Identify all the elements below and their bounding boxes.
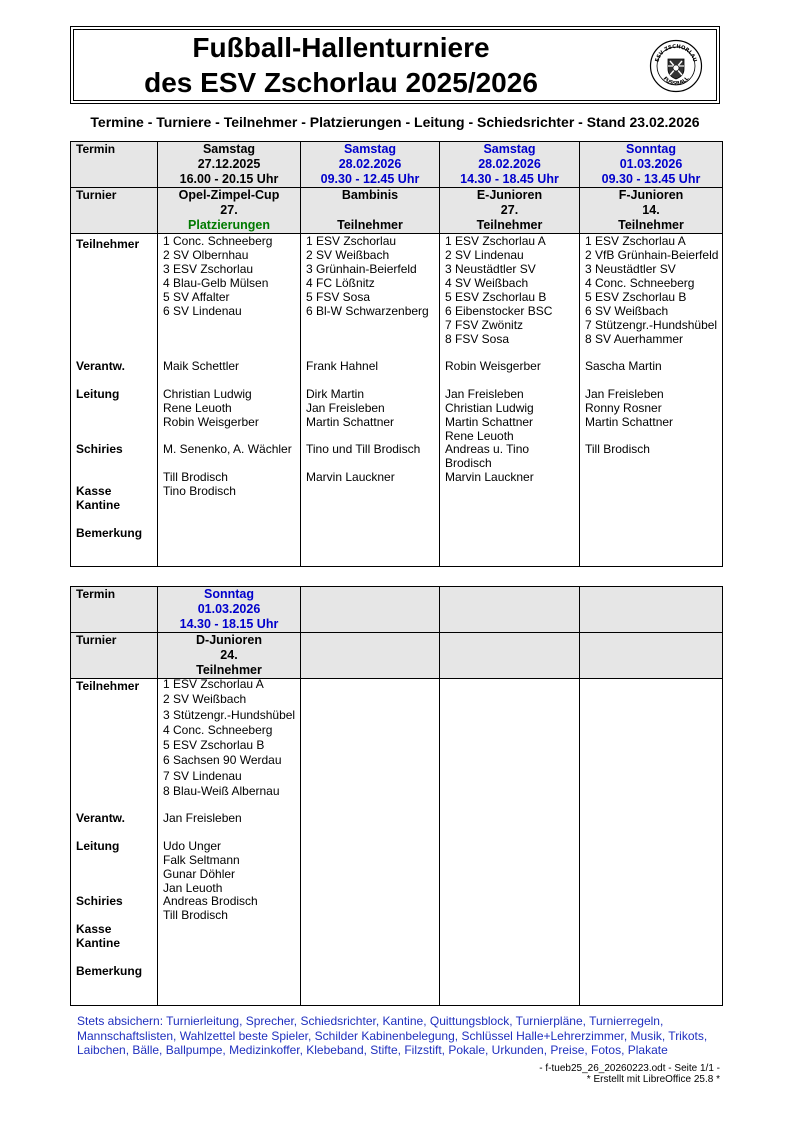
schedule-table-2 xyxy=(70,586,723,1006)
file-info: - f-tueb25_26_20260223.odt - Seite 1/1 - xyxy=(539,1063,720,1074)
details-col-4: 1 ESV Zschorlau A 2 VfB Grünhain-Beierfeld 3 Neustädtler SV 4 Conc. Schneeberg 5 ESV Zschorlau B 6 SV Weißbach 7 Stützengr.-Hundshübel 8 SV Auerhammer Sascha Martin Jan Freisleben Ronny Rosner Martin Schattner Till Brodisch xyxy=(580,234,723,567)
schedule-table-1 xyxy=(70,141,723,567)
termin-cell-empty xyxy=(580,587,723,633)
termin-row xyxy=(71,587,723,633)
turnier-row xyxy=(71,633,723,679)
termin-cell-empty xyxy=(440,587,580,633)
title-line-1: Fußball-Hallenturniere xyxy=(192,32,490,63)
turnier-cell-empty xyxy=(580,633,723,679)
turnier-cell: Bambinis Teilnehmer xyxy=(301,188,440,234)
termin-cell: Sonntag 01.03.2026 14.30 - 18.15 Uhr xyxy=(158,587,301,633)
termin-cell-empty xyxy=(301,587,440,633)
termin-label: Termin xyxy=(71,142,158,188)
title-line-2: des ESV Zschorlau 2025/2026 xyxy=(144,67,538,98)
termin-cell: Samstag 28.02.2026 09.30 - 12.45 Uhr xyxy=(301,142,440,188)
turnier-label: Turnier xyxy=(71,188,158,234)
turnier-cell: Opel-Zimpel-Cup 27. Platzierungen xyxy=(158,188,301,234)
details-row xyxy=(71,679,723,1006)
details-col-empty xyxy=(301,679,440,1006)
details-col-1: 1 ESV Zschorlau A 2 SV Weißbach 3 Stützengr.-Hundshübel 4 Conc. Schneeberg 5 ESV Zschorlau B 6 Sachsen 90 Werdau 7 SV Lindenau 8 Blau-Weiß Albernau Jan Freisleben Udo Unger Falk Seltmann Gunar Döhler Jan Leuoth Andreas Brodisch Till Brodisch xyxy=(158,679,301,1006)
termin-cell: Samstag 28.02.2026 14.30 - 18.45 Uhr xyxy=(440,142,580,188)
turnier-cell: F-Junioren 14. Teilnehmer xyxy=(580,188,723,234)
esv-zschorlau-logo xyxy=(649,39,703,93)
turnier-cell: E-Junioren 27. Teilnehmer xyxy=(440,188,580,234)
details-col-1: 1 Conc. Schneeberg 2 SV Olbernhau 3 ESV Zschorlau 4 Blau-Gelb Mülsen 5 SV Affalter 6 SV Lindenau Maik Schettler Christian Ludwig Rene Leuoth Robin Weisgerber M. Senenko, A. Wächler Till Brodisch Tino Brodisch xyxy=(158,234,301,567)
svg-text:FUSSBALL: FUSSBALL xyxy=(661,75,691,88)
header-box xyxy=(70,26,720,104)
details-col-empty xyxy=(440,679,580,1006)
created-with: * Erstellt mit LibreOffice 25.8 * xyxy=(586,1074,720,1085)
details-labels: Teilnehmer Verantw. Leitung Schiries Kasse Kantine Bemerkung xyxy=(71,679,158,1006)
svg-text:ESV ZSCHORLAU: ESV ZSCHORLAU xyxy=(654,43,698,63)
termin-cell: Samstag 27.12.2025 16.00 - 20.15 Uhr xyxy=(158,142,301,188)
turnier-row xyxy=(71,188,723,234)
details-col-3: 1 ESV Zschorlau A 2 SV Lindenau 3 Neustädtler SV 4 SV Weißbach 5 ESV Zschorlau B 6 Eibenstocker BSC 7 FSV Zwönitz 8 FSV Sosa Robin Weisgerber Jan Freisleben Christian Ludwig Martin Schattner Rene Leuoth Andreas u. Tino Brodisch Marvin Lauckner xyxy=(440,234,580,567)
turnier-cell-empty xyxy=(301,633,440,679)
details-row xyxy=(71,234,723,567)
turnier-cell-empty xyxy=(440,633,580,679)
termin-cell: Sonntag 01.03.2026 09.30 - 13.45 Uhr xyxy=(580,142,723,188)
details-col-2: 1 ESV Zschorlau 2 SV Weißbach 3 Grünhain-Beierfeld 4 FC Lößnitz 5 FSV Sosa 6 Bl-W Schwarzenberg Frank Hahnel Dirk Martin Jan Freisleben Martin Schattner Tino und Till Brodisch Marvin Lauckner xyxy=(301,234,440,567)
details-col-empty xyxy=(580,679,723,1006)
turnier-cell: D-Junioren 24. Teilnehmer xyxy=(158,633,301,679)
details-labels: Teilnehmer Verantw. Leitung Schiries Kasse Kantine Bemerkung xyxy=(71,234,158,567)
footer-checklist: Stets absichern: Turnierleitung, Sprecher, Schiedsrichter, Kantine, Quittungsblock, Turnierpläne, Turnierregeln, Mannschaftslisten, Wahlzettel beste Spieler, Schilder Kabinenbelegung, Schlüssel Halle+Lehrerzimmer, Musik, Trikots, Laibchen, Bälle, Ballpumpe, Medizinkoffer, Klebeband, Stifte, Filzstift, Pokale, Urkunden, Preise, Fotos, Plakate xyxy=(77,1014,708,1057)
turnier-label: Turnier xyxy=(71,633,158,679)
termin-row xyxy=(71,142,723,188)
subtitle: Termine - Turniere - Teilnehmer - Platzierungen - Leitung - Schiedsrichter - Stand 23.02.2026 xyxy=(90,114,700,130)
termin-label: Termin xyxy=(71,587,158,633)
